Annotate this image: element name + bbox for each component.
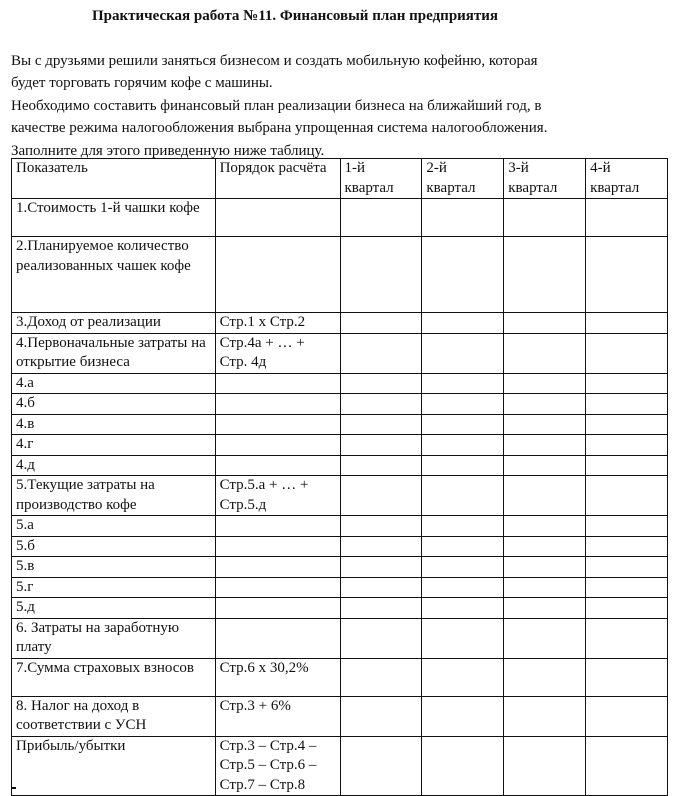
formula-cell: Стр.1 х Стр.2 xyxy=(215,313,340,334)
formula-cell xyxy=(215,557,340,578)
intro-line: будет торговать горячим кофе с машины. xyxy=(11,75,273,92)
quarter-1-cell[interactable] xyxy=(340,736,422,796)
quarter-2-cell[interactable] xyxy=(422,313,504,334)
quarter-3-cell[interactable] xyxy=(504,557,586,578)
quarter-3-cell[interactable] xyxy=(504,536,586,557)
quarter-3-cell[interactable] xyxy=(504,333,586,373)
indicator-cell: 5.в xyxy=(12,557,216,578)
quarter-4-cell[interactable] xyxy=(586,557,668,578)
quarter-4-cell[interactable] xyxy=(586,394,668,415)
table-row xyxy=(12,435,668,456)
table-row xyxy=(12,199,668,237)
formula-cell: Стр.5.а + … + Стр.5.д xyxy=(215,476,340,516)
indicator-cell: 4.г xyxy=(12,435,216,456)
financial-plan-table xyxy=(11,158,668,796)
table-row xyxy=(12,373,668,394)
intro-line: Вы с друзьями решили заняться бизнесом и создать мобильную кофейню, которая xyxy=(11,53,538,69)
table-row xyxy=(12,394,668,415)
quarter-2-cell[interactable] xyxy=(422,199,504,237)
table-row xyxy=(12,516,668,537)
formula-cell: Стр.6 х 30,2% xyxy=(215,658,340,696)
quarter-4-cell[interactable] xyxy=(586,455,668,476)
quarter-2-cell[interactable] xyxy=(422,435,504,456)
indicator-cell: 6. Затраты на заработную плату xyxy=(12,618,216,658)
header-formula: Порядок расчёта xyxy=(215,159,340,199)
table-row xyxy=(12,557,668,578)
quarter-3-cell[interactable] xyxy=(504,658,586,696)
quarter-4-cell[interactable] xyxy=(586,696,668,736)
indicator-cell: 7.Сумма страховых взносов xyxy=(12,658,216,696)
quarter-4-cell[interactable] xyxy=(586,373,668,394)
table-row xyxy=(12,736,668,796)
quarter-2-cell[interactable] xyxy=(422,536,504,557)
quarter-2-cell[interactable] xyxy=(422,557,504,578)
formula-cell xyxy=(215,598,340,619)
quarter-4-cell[interactable] xyxy=(586,435,668,456)
header-indicator: Показатель xyxy=(12,159,216,199)
formula-cell: Стр.3 – Стр.4 – Стр.5 – Стр.6 – Стр.7 – Стр.8 xyxy=(215,736,340,796)
indicator-cell: 4.д xyxy=(12,455,216,476)
quarter-3-cell[interactable] xyxy=(504,394,586,415)
indicator-cell: Прибыль/убытки xyxy=(12,736,216,796)
indicator-cell: 4.в xyxy=(12,414,216,435)
header-q4: 4-й квартал xyxy=(586,159,668,199)
indicator-cell: 4.Первоначальные затраты на открытие бизнеса xyxy=(12,333,216,373)
indicator-cell: 4.б xyxy=(12,394,216,415)
formula-cell xyxy=(215,455,340,476)
quarter-4-cell[interactable] xyxy=(586,598,668,619)
indicator-cell: 2.Планируемое количество реализованных чашек кофе xyxy=(12,237,216,313)
intro-line: качестве режима налогообложения выбрана упрощенная система налогообложения. xyxy=(11,120,548,137)
quarter-1-cell[interactable] xyxy=(340,199,422,237)
quarter-1-cell[interactable] xyxy=(340,435,422,456)
header-q2: 2-й квартал xyxy=(422,159,504,199)
quarter-1-cell[interactable] xyxy=(340,394,422,415)
quarter-2-cell[interactable] xyxy=(422,333,504,373)
quarter-3-cell[interactable] xyxy=(504,696,586,736)
formula-cell xyxy=(215,373,340,394)
table-row xyxy=(12,414,668,435)
quarter-1-cell[interactable] xyxy=(340,536,422,557)
quarter-3-cell[interactable] xyxy=(504,476,586,516)
quarter-3-cell[interactable] xyxy=(504,516,586,537)
quarter-4-cell[interactable] xyxy=(586,577,668,598)
quarter-1-cell[interactable] xyxy=(340,237,422,313)
quarter-3-cell[interactable] xyxy=(504,435,586,456)
table-row xyxy=(12,618,668,658)
quarter-1-cell[interactable] xyxy=(340,598,422,619)
formula-cell xyxy=(215,536,340,557)
formula-cell: Стр.4а + … + Стр. 4д xyxy=(215,333,340,373)
quarter-3-cell[interactable] xyxy=(504,618,586,658)
quarter-1-cell[interactable] xyxy=(340,373,422,394)
table-row xyxy=(12,577,668,598)
quarter-1-cell[interactable] xyxy=(340,516,422,537)
table-row xyxy=(12,313,668,334)
quarter-4-cell[interactable] xyxy=(586,333,668,373)
quarter-4-cell[interactable] xyxy=(586,414,668,435)
quarter-1-cell[interactable] xyxy=(340,313,422,334)
quarter-2-cell[interactable] xyxy=(422,373,504,394)
formula-cell xyxy=(215,394,340,415)
quarter-2-cell[interactable] xyxy=(422,658,504,696)
table-header-row xyxy=(12,159,668,199)
page-title: Практическая работа №11. Финансовый план предприятия xyxy=(92,8,499,24)
quarter-1-cell[interactable] xyxy=(340,557,422,578)
quarter-3-cell[interactable] xyxy=(504,414,586,435)
quarter-2-cell[interactable] xyxy=(422,414,504,435)
quarter-1-cell[interactable] xyxy=(340,414,422,435)
quarter-2-cell[interactable] xyxy=(422,516,504,537)
quarter-2-cell[interactable] xyxy=(422,394,504,415)
quarter-2-cell[interactable] xyxy=(422,577,504,598)
quarter-1-cell[interactable] xyxy=(340,577,422,598)
table-row xyxy=(12,237,668,313)
formula-cell xyxy=(215,577,340,598)
indicator-cell: 5.б xyxy=(12,536,216,557)
quarter-2-cell[interactable] xyxy=(422,736,504,796)
quarter-3-cell[interactable] xyxy=(504,199,586,237)
quarter-2-cell[interactable] xyxy=(422,455,504,476)
quarter-2-cell[interactable] xyxy=(422,598,504,619)
indicator-cell: 5.а xyxy=(12,516,216,537)
formula-cell xyxy=(215,237,340,313)
quarter-3-cell[interactable] xyxy=(504,237,586,313)
quarter-1-cell[interactable] xyxy=(340,455,422,476)
quarter-3-cell[interactable] xyxy=(504,455,586,476)
quarter-1-cell[interactable] xyxy=(340,333,422,373)
intro-line: Необходимо составить финансовый план реализации бизнеса на ближайший год, в xyxy=(11,97,542,114)
quarter-4-cell[interactable] xyxy=(586,516,668,537)
formula-cell: Стр.3 + 6% xyxy=(215,696,340,736)
indicator-cell: 5.г xyxy=(12,577,216,598)
indicator-cell: 5.д xyxy=(12,598,216,619)
quarter-2-cell[interactable] xyxy=(422,476,504,516)
quarter-2-cell[interactable] xyxy=(422,237,504,313)
header-q3: 3-й квартал xyxy=(504,159,586,199)
header-q1: 1-й квартал xyxy=(340,159,422,199)
quarter-3-cell[interactable] xyxy=(504,577,586,598)
quarter-4-cell[interactable] xyxy=(586,199,668,237)
formula-cell xyxy=(215,618,340,658)
quarter-4-cell[interactable] xyxy=(586,313,668,334)
indicator-cell: 8. Налог на доход в соответствии с УСН xyxy=(12,696,216,736)
quarter-4-cell[interactable] xyxy=(586,237,668,313)
quarter-4-cell[interactable] xyxy=(586,658,668,696)
formula-cell xyxy=(215,516,340,537)
stray-mark xyxy=(12,787,16,789)
quarter-3-cell[interactable] xyxy=(504,313,586,334)
quarter-4-cell[interactable] xyxy=(586,476,668,516)
intro-text xyxy=(11,50,671,162)
formula-cell xyxy=(215,435,340,456)
formula-cell xyxy=(215,414,340,435)
quarter-3-cell[interactable] xyxy=(504,598,586,619)
indicator-cell: 1.Стоимость 1-й чашки кофе xyxy=(12,199,216,237)
quarter-2-cell[interactable] xyxy=(422,618,504,658)
table-row xyxy=(12,536,668,557)
intro-line: Заполните для этого приведенную ниже таблицу. xyxy=(11,142,325,159)
table-row xyxy=(12,696,668,736)
quarter-4-cell[interactable] xyxy=(586,618,668,658)
quarter-2-cell[interactable] xyxy=(422,696,504,736)
indicator-cell: 5.Текущие затраты на производство кофе xyxy=(12,476,216,516)
quarter-1-cell[interactable] xyxy=(340,618,422,658)
table-row xyxy=(12,476,668,516)
quarter-1-cell[interactable] xyxy=(340,476,422,516)
indicator-cell: 3.Доход от реализации xyxy=(12,313,216,334)
table-row xyxy=(12,455,668,476)
quarter-3-cell[interactable] xyxy=(504,736,586,796)
table-row xyxy=(12,658,668,696)
quarter-4-cell[interactable] xyxy=(586,736,668,796)
quarter-4-cell[interactable] xyxy=(586,536,668,557)
formula-cell xyxy=(215,199,340,237)
quarter-3-cell[interactable] xyxy=(504,373,586,394)
table-row xyxy=(12,333,668,373)
quarter-1-cell[interactable] xyxy=(340,696,422,736)
table-row xyxy=(12,598,668,619)
indicator-cell: 4.а xyxy=(12,373,216,394)
quarter-1-cell[interactable] xyxy=(340,658,422,696)
